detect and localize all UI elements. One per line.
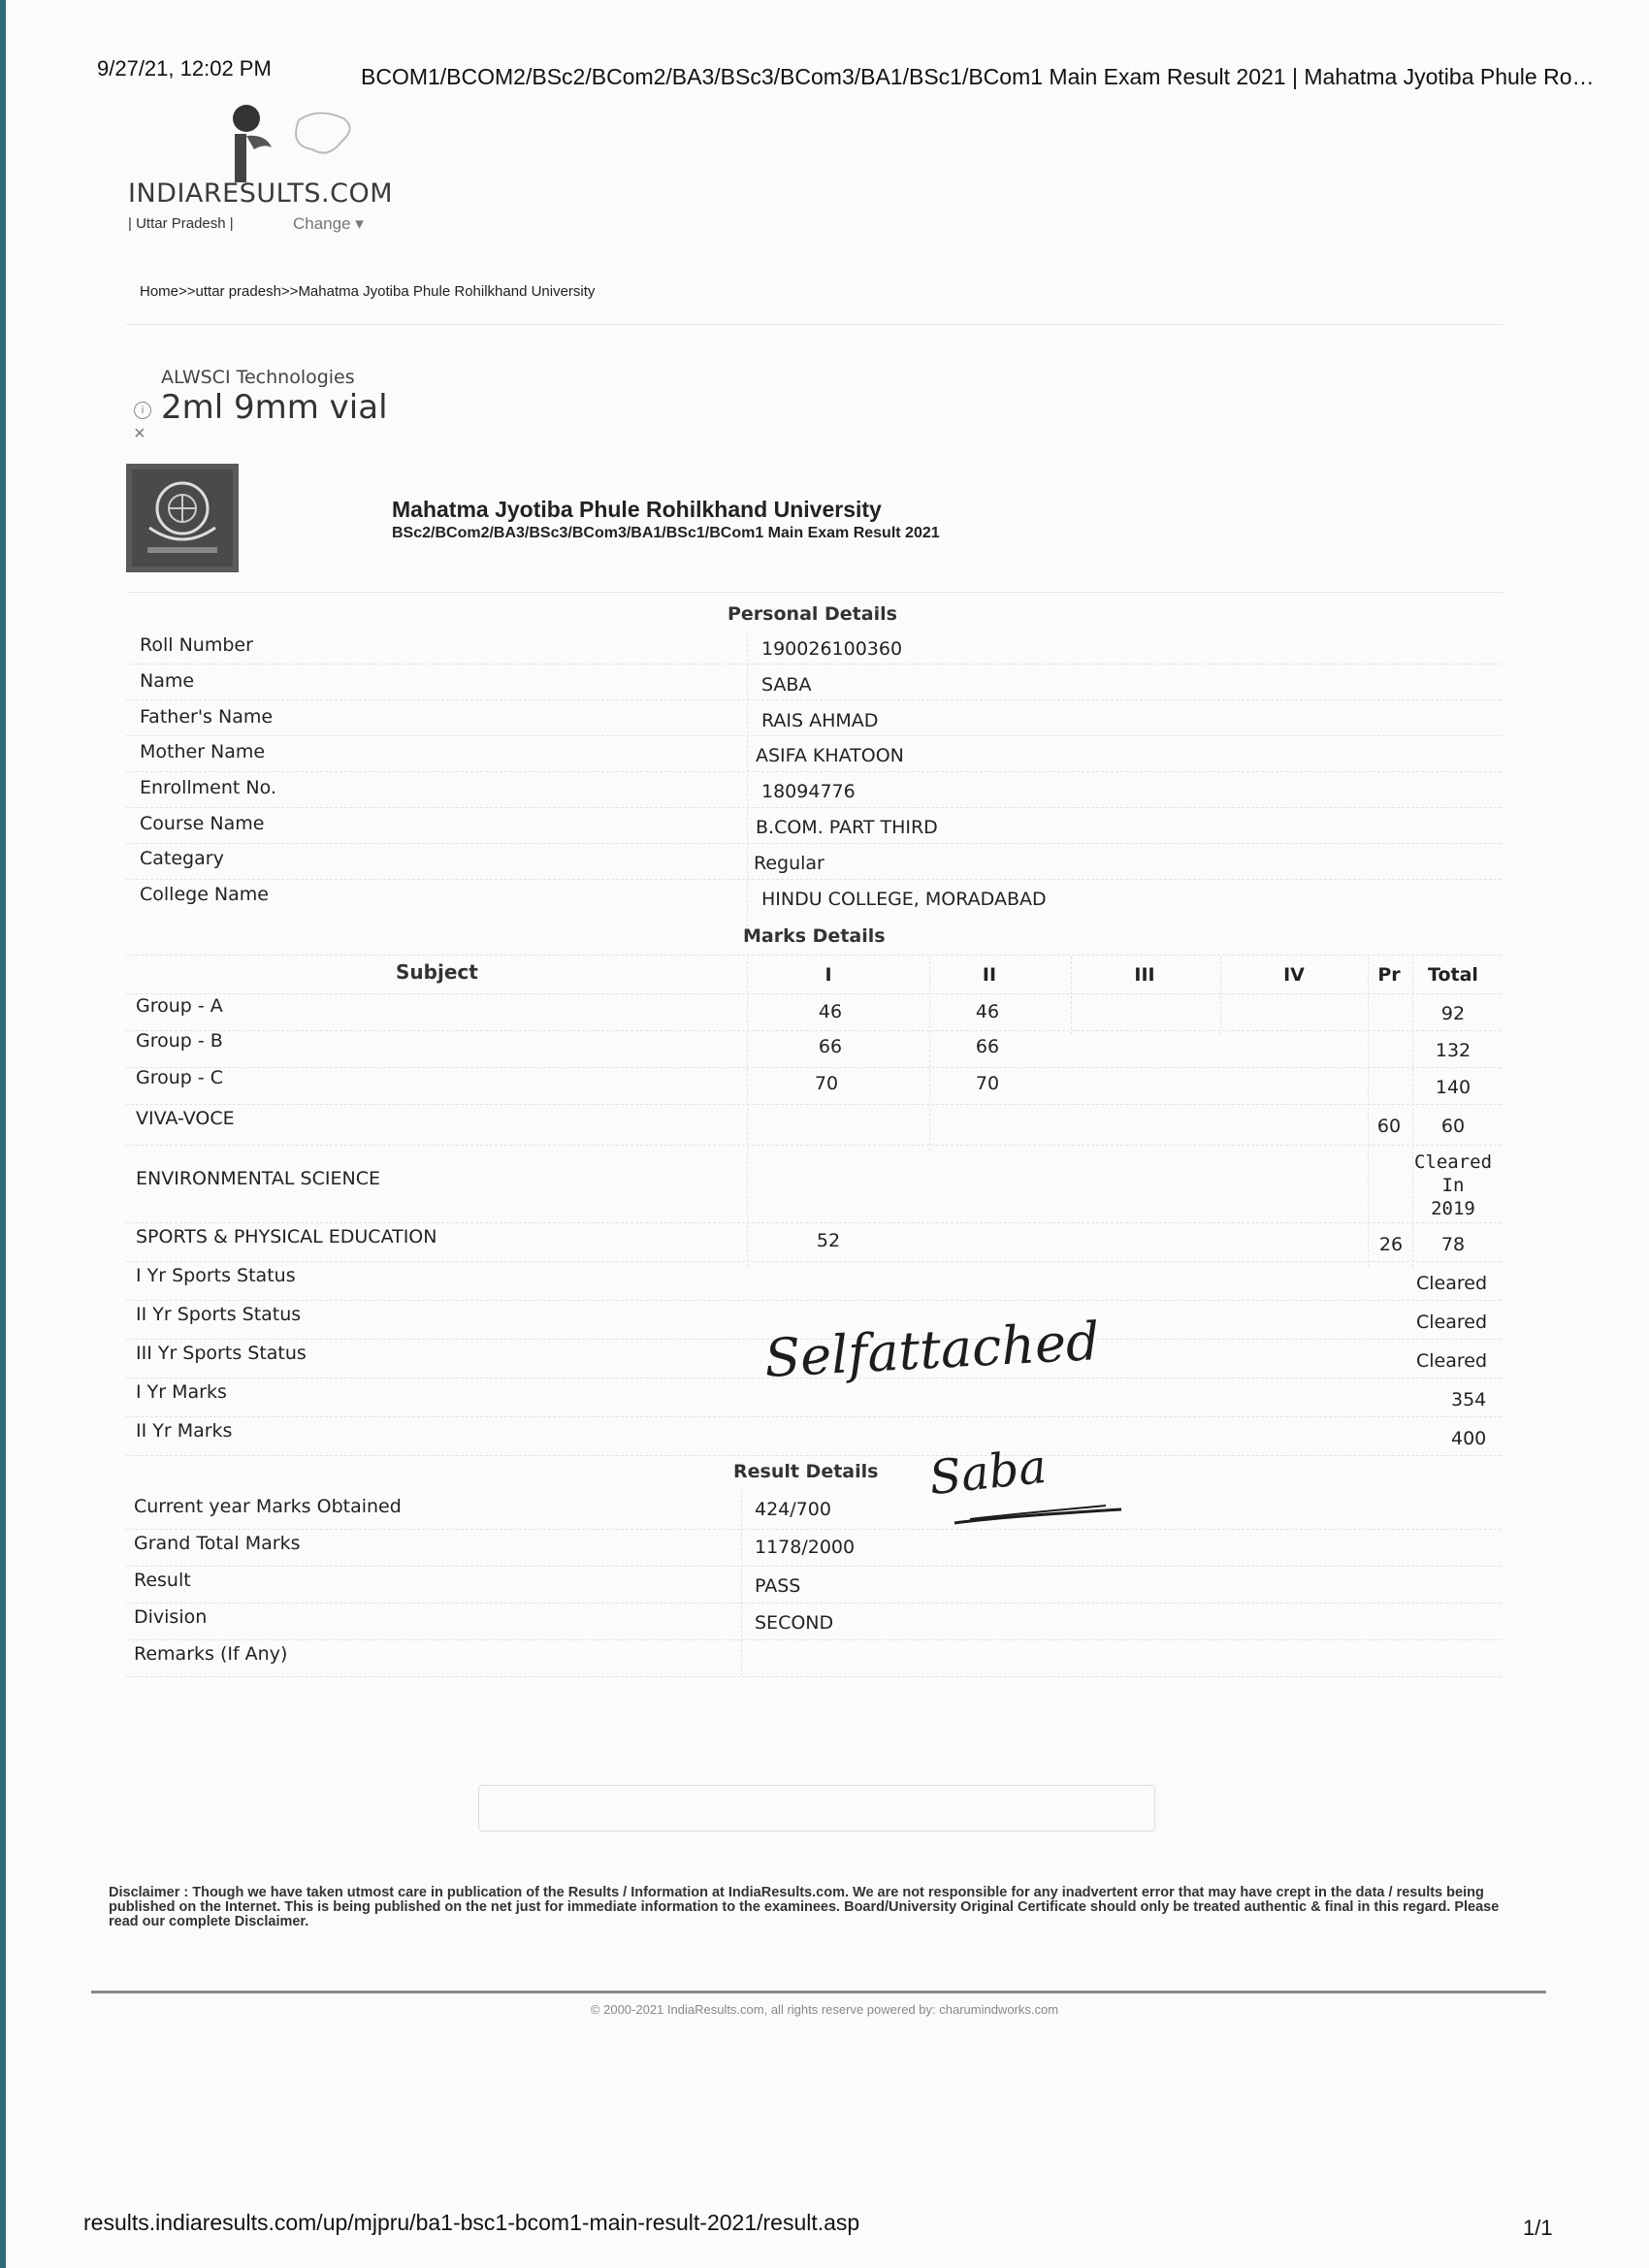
subject-group-c: Group - C [136, 1067, 224, 1088]
university-name: Mahatma Jyotiba Phule Rohilkhand University [392, 497, 882, 522]
row-divider [126, 1300, 1502, 1301]
total-group-a: 92 [1440, 1003, 1466, 1024]
logo-mark-icon [126, 97, 398, 184]
column-divider [929, 956, 930, 1150]
mark-group-b-i: 66 [818, 1036, 843, 1057]
value-result: PASS [755, 1575, 801, 1597]
subject-sports-physical-education: SPORTS & PHYSICAL EDUCATION [136, 1226, 437, 1247]
mark-group-b-ii: 66 [975, 1036, 1000, 1057]
state-label: | Uttar Pradesh | [128, 215, 234, 232]
divider [126, 324, 1504, 325]
handwritten-note: Selfattached [762, 1311, 1101, 1389]
pr-sports: 26 [1378, 1234, 1404, 1255]
row-divider [126, 1639, 1502, 1640]
row-divider [126, 1529, 1502, 1530]
value-division: SECOND [755, 1612, 834, 1634]
ad-sponsor[interactable]: ALWSCI Technologies [161, 367, 355, 388]
env-total-line: In [1441, 1175, 1465, 1196]
empty-widget-box [478, 1785, 1155, 1831]
handwritten-signature: Saba [926, 1439, 1050, 1507]
label-college-name: College Name [140, 884, 269, 905]
subject-ii-yr-sports-status: II Yr Sports Status [136, 1304, 302, 1325]
column-divider [747, 956, 748, 1267]
col-header-subject: Subject [396, 960, 478, 984]
divider [126, 592, 1504, 593]
value-current-year-marks: 424/700 [755, 1499, 831, 1520]
col-header-i: I [824, 964, 832, 986]
university-seal-icon [126, 464, 239, 572]
column-divider [747, 634, 748, 941]
subject-environmental-science: ENVIRONMENTAL SCIENCE [136, 1168, 380, 1189]
subject-viva-voce: VIVA-VOCE [136, 1108, 235, 1129]
col-header-total: Total [1428, 964, 1478, 986]
label-remarks: Remarks (If Any) [134, 1643, 288, 1665]
row-divider [126, 955, 1502, 956]
col-header-iv: IV [1283, 964, 1305, 986]
result-details-heading: Result Details [733, 1461, 879, 1482]
env-total-line: Cleared [1413, 1151, 1493, 1173]
env-total-line: 2019 [1431, 1198, 1475, 1219]
row-divider [126, 1104, 1502, 1105]
value-grand-total-marks: 1178/2000 [755, 1537, 856, 1558]
column-divider [741, 1490, 742, 1676]
exam-title: BSc2/BCom2/BA3/BSc3/BCom3/BA1/BSc1/BCom1 Main Exam Result 2021 [392, 525, 940, 541]
row-divider [126, 1676, 1502, 1677]
value-roll-number: 190026100360 [761, 638, 903, 660]
subject-i-yr-marks: I Yr Marks [136, 1381, 227, 1403]
mark-sports-i: 52 [816, 1230, 841, 1251]
row-divider [126, 1455, 1502, 1456]
status-i-yr-sports: Cleared [1416, 1273, 1488, 1294]
print-url: results.indiaresults.com/up/mjpru/ba1-bsc1-bcom1-main-result-2021/result.asp [83, 2210, 860, 2235]
subject-group-b: Group - B [136, 1030, 223, 1052]
row-divider [126, 843, 1502, 844]
ad-close-icon[interactable]: × [134, 423, 146, 444]
disclaimer-text[interactable]: Disclaimer : Though we have taken utmost care in publication of the Results / Information at IndiaResults.com. We are not responsible for any inadvertent error that may have crept in the data / results being published on the Internet. This is being published on the net just for immediate information to the examinees. Board/University Original Certificate should only be treated authentic & final in this regard. Please read our complete Disclaimer. [109, 1885, 1500, 1929]
ad-info-icon[interactable]: i [134, 402, 151, 419]
marks-details-heading: Marks Details [743, 925, 886, 947]
mark-group-a-i: 46 [818, 1001, 843, 1022]
mark-group-c-ii: 70 [975, 1073, 1000, 1094]
print-page-title: BCOM1/BCOM2/BSc2/BCom2/BA3/BSc3/BCom3/BA1/BSc1/BCom1 Main Exam Result 2021 | Mahatma Jyotiba Phule Ro… [361, 64, 1595, 89]
ad-title-link[interactable]: 2ml 9mm vial [161, 388, 388, 427]
breadcrumb[interactable]: Home>>uttar pradesh>>Mahatma Jyotiba Phule Rohilkhand University [140, 283, 596, 300]
label-grand-total-marks: Grand Total Marks [134, 1533, 301, 1554]
label-mother-name: Mother Name [140, 741, 266, 762]
row-divider [126, 993, 1502, 994]
total-group-b: 132 [1435, 1040, 1471, 1061]
col-header-pr: Pr [1377, 964, 1401, 986]
row-divider [126, 699, 1502, 700]
row-divider [126, 1261, 1502, 1262]
column-divider [1412, 956, 1413, 1267]
total-viva-voce: 60 [1440, 1116, 1466, 1137]
personal-details-heading: Personal Details [728, 603, 897, 625]
row-divider [126, 1067, 1502, 1068]
value-category: Regular [754, 853, 824, 874]
pr-viva-voce: 60 [1376, 1116, 1402, 1137]
mark-group-c-i: 70 [814, 1073, 839, 1094]
column-divider [1071, 956, 1072, 1034]
label-current-year-marks: Current year Marks Obtained [134, 1496, 402, 1517]
row-divider [126, 1566, 1502, 1567]
label-name: Name [140, 670, 195, 692]
total-group-c: 140 [1435, 1077, 1471, 1098]
row-divider [126, 807, 1502, 808]
row-divider [126, 1222, 1502, 1223]
value-enrollment-no: 18094776 [761, 781, 856, 802]
value-course-name: B.COM. PART THIRD [756, 817, 938, 838]
value-college-name: HINDU COLLEGE, MORADABAD [761, 889, 1047, 910]
print-page-count: 1/1 [1523, 2216, 1553, 2240]
subject-i-yr-sports-status: I Yr Sports Status [136, 1265, 296, 1286]
value-i-yr-marks: 354 [1451, 1389, 1487, 1410]
scan-edge-stripe [0, 0, 6, 2268]
label-course-name: Course Name [140, 813, 265, 834]
label-enrollment-no: Enrollment No. [140, 777, 276, 798]
row-divider [126, 1416, 1502, 1417]
row-divider [126, 879, 1502, 880]
total-environmental-science [1412, 1150, 1494, 1220]
row-divider [126, 735, 1502, 736]
footer-rule [91, 1991, 1546, 1993]
label-division: Division [134, 1606, 208, 1628]
status-iii-yr-sports: Cleared [1416, 1350, 1488, 1372]
row-divider [126, 1145, 1502, 1146]
signature-underline-icon [951, 1500, 1125, 1529]
subject-group-a: Group - A [136, 995, 223, 1017]
label-result: Result [134, 1570, 191, 1591]
mark-group-a-ii: 46 [975, 1001, 1000, 1022]
value-fathers-name: RAIS AHMAD [761, 710, 879, 731]
change-state-link[interactable]: Change ▾ [293, 214, 364, 233]
print-datetime: 9/27/21, 12:02 PM [97, 56, 272, 81]
col-header-ii: II [982, 964, 997, 986]
total-sports: 78 [1440, 1234, 1466, 1255]
status-ii-yr-sports: Cleared [1416, 1312, 1488, 1333]
label-roll-number: Roll Number [140, 634, 253, 656]
row-divider [126, 1030, 1502, 1031]
value-mother-name: ASIFA KHATOON [756, 745, 904, 766]
column-divider [1368, 956, 1369, 1267]
subject-iii-yr-sports-status: III Yr Sports Status [136, 1343, 307, 1364]
label-category: Categary [140, 848, 224, 869]
subject-ii-yr-marks: II Yr Marks [136, 1420, 233, 1442]
row-divider [126, 1603, 1502, 1604]
value-ii-yr-marks: 400 [1451, 1428, 1487, 1449]
copyright-text[interactable]: © 2000-2021 IndiaResults.com, all rights reserve powered by: charumindworks.com [590, 2002, 1059, 2017]
col-header-iii: III [1134, 964, 1155, 986]
label-fathers-name: Father's Name [140, 706, 274, 728]
column-divider [1220, 956, 1221, 1034]
value-name: SABA [761, 674, 812, 696]
row-divider [126, 771, 1502, 772]
site-logo-text: INDIARESULTS.COM [128, 178, 394, 209]
